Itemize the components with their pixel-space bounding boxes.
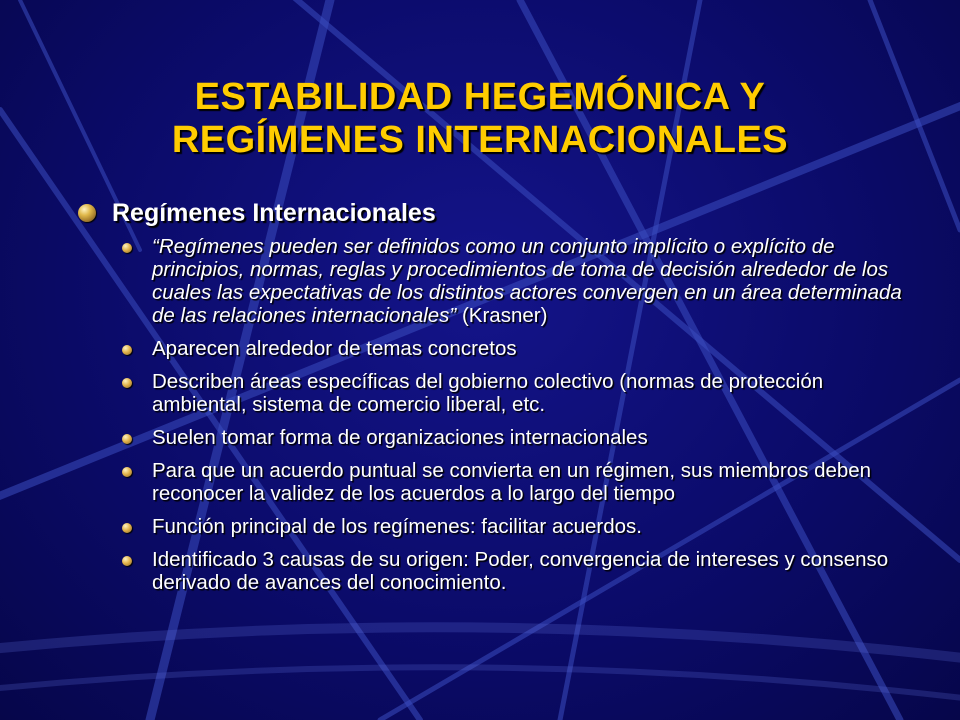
bullet-text: Función principal de los regímenes: facilitar acuerdos. xyxy=(152,515,642,538)
bullet-item xyxy=(78,515,908,538)
definition-attribution: (Krasner) xyxy=(456,304,548,327)
bullet-list xyxy=(78,235,908,594)
bullet-text: Identificado 3 causas de su origen: Poder, convergencia de intereses y consenso derivado de avances del conocimiento. xyxy=(152,548,889,594)
section-heading-row xyxy=(78,195,908,231)
bullet-dot-icon xyxy=(122,467,132,477)
bullet-item xyxy=(78,548,908,594)
bullet-dot-icon xyxy=(122,556,132,566)
bullet-dot-icon xyxy=(122,243,132,253)
bullet-text: Suelen tomar forma de organizaciones internacionales xyxy=(152,426,648,449)
slide-body xyxy=(78,195,908,604)
bullet-text: Describen áreas específicas del gobierno colectivo (normas de protección ambiental, sistema de comercio liberal, etc. xyxy=(152,370,824,416)
definition-quote: “Regímenes pueden ser definidos como un conjunto implícito o explícito de principios, normas, reglas y procedimientos de toma de decisión alrededor de los cuales las expectativas de los distintos actores convergen en un área determinada de las relaciones internacionales” xyxy=(152,235,902,327)
bullet-item-definition xyxy=(78,235,908,327)
decor-curve xyxy=(0,627,960,660)
bullet-item xyxy=(78,459,908,505)
bullet-sphere-icon xyxy=(78,204,96,222)
bullet-text: Para que un acuerdo puntual se convierta en un régimen, sus miembros deben reconocer la validez de los acuerdos a lo largo del tiempo xyxy=(152,459,872,505)
bullet-dot-icon xyxy=(122,523,132,533)
section-heading: Regímenes Internacionales xyxy=(112,198,436,227)
bullet-dot-icon xyxy=(122,345,132,355)
bullet-dot-icon xyxy=(122,378,132,388)
slide-title: ESTABILIDAD HEGEMÓNICA Y REGÍMENES INTERNACIONALES xyxy=(171,76,789,161)
decor-curve xyxy=(0,667,960,700)
bullet-dot-icon xyxy=(122,434,132,444)
bullet-item xyxy=(78,370,908,416)
bullet-item xyxy=(78,426,908,449)
bullet-item xyxy=(78,337,908,360)
bullet-text: Aparecen alrededor de temas concretos xyxy=(152,337,517,360)
